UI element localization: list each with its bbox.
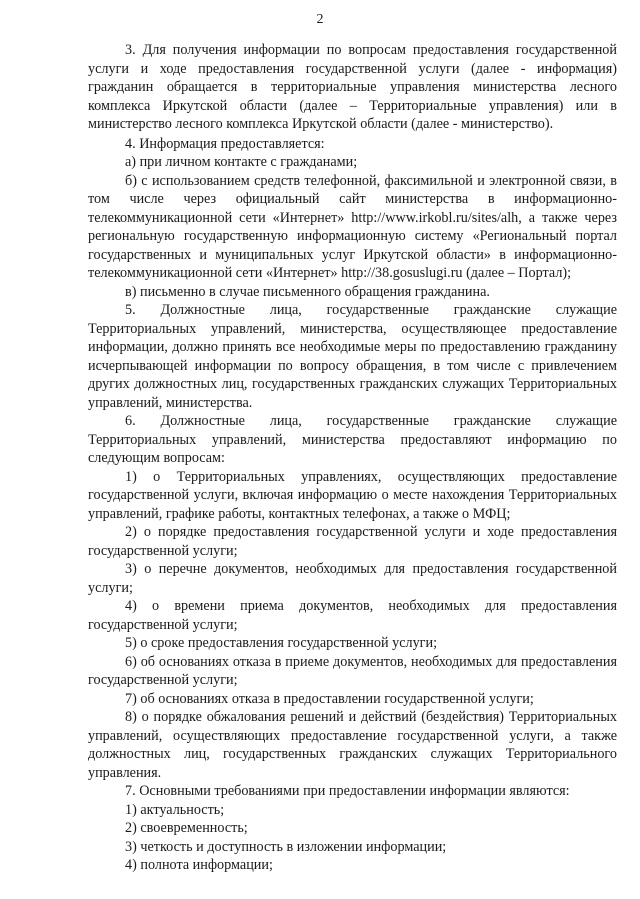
paragraph-6: 6. Должностные лица, государственные гражданские служащие Территориальных управлений, министерства предоставляют информацию по следующим вопросам:	[88, 413, 617, 466]
paragraph-7: 7. Основными требованиями при предоставлении информации являются:	[125, 783, 570, 799]
list-item-3: 3) о перечне документов, необходимых для предоставления государственной услуги;	[88, 561, 617, 596]
list-item-5: 5) о сроке предоставления государственной услуги;	[125, 635, 438, 651]
list-item-2: 2) о порядке предоставления государственной услуги и ходе предоставления государственной услуги;	[88, 524, 617, 559]
list-item-a: а) при личном контакте с гражданами;	[125, 154, 358, 170]
requirement-4: 4) полнота информации;	[125, 857, 273, 873]
requirement-1: 1) актуальность;	[125, 801, 225, 818]
requirement-3: 3) четкость и доступность в изложении информации;	[125, 838, 447, 855]
list-item-b: б) с использованием средств телефонной, факсимильной и электронной связи, в том числе через официальный сайт министерства в информационно-телекоммуникационной сети «Интернет» http://www.irkobl.ru/sites/alh, а также через региональную государственную информационную систему «Региональный портал государственных и муниципальных услуг Иркутской области» в информационно-телекоммуникационной сети «Интернет» http://38.gosuslugi.ru (далее – Портал);	[88, 172, 617, 281]
list-item-8: 8) о порядке обжалования решений и действий (бездействия) Территориальных управлений, осуществляющих предоставление государственной услуги, а также должностных лиц, государственных гражданских служащих Территориального управления.	[88, 709, 617, 781]
list-item-v: в) письменно в случае письменного обращения гражданина.	[125, 283, 490, 300]
list-item-4: 4) о времени приема документов, необходимых для предоставления государственной услуги;	[88, 598, 617, 633]
requirement-2: 2) своевременность;	[125, 820, 248, 836]
paragraph-3: 3. Для получения информации по вопросам предоставления государственной услуги и ходе предоставления государственной услуги (далее - информация) гражданин обращается в территориальные управления министерства лесного комплекса Иркутской области (далее – Территориальные управления) или в министерство лесного комплекса Иркутской области (далее - министерство).	[88, 42, 617, 132]
list-item-1: 1) о Территориальных управлениях, осуществляющих предоставление государственной услуги, включая информацию о месте нахождения Территориальных управлений, графике работы, контактных телефонах, а также о МФЦ;	[88, 468, 617, 522]
document-body	[88, 41, 617, 875]
paragraph-4: 4. Информация предоставляется:	[125, 135, 325, 152]
page-number: 2	[316, 12, 324, 27]
list-item-7: 7) об основаниях отказа в предоставлении государственной услуги;	[125, 690, 534, 707]
list-item-6: 6) об основаниях отказа в приеме документов, необходимых для предоставления государственной услуги;	[88, 653, 617, 688]
paragraph-5: 5. Должностные лица, государственные гражданские служащие Территориальных управлений, министерства, осуществляющее предоставление информации, должно принять все необходимые меры по предоставлению гражданину исчерпывающей информации по вопросу обращения, в том числе с привлечением других должностных лиц, государственных гражданских служащих Территориальных управлений, министерства.	[88, 302, 617, 411]
